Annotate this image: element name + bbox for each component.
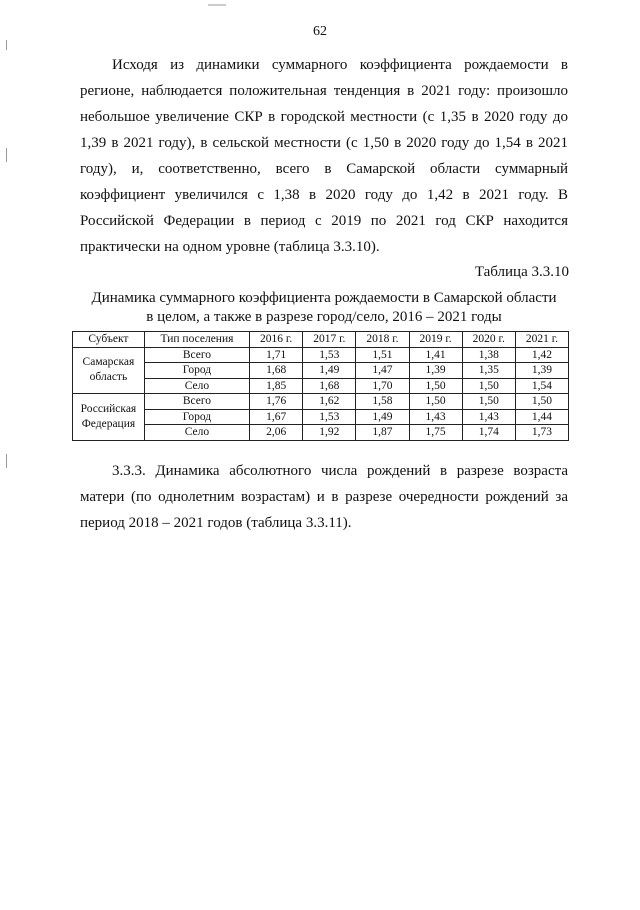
- column-header: 2020 г.: [462, 332, 515, 348]
- column-header: 2017 г.: [303, 332, 356, 348]
- value-cell: 1,43: [462, 409, 515, 425]
- value-cell: 1,49: [303, 363, 356, 379]
- value-cell: 1,35: [462, 363, 515, 379]
- settlement-type-cell: Село: [144, 378, 249, 394]
- value-cell: 1,67: [250, 409, 303, 425]
- settlement-type-cell: Город: [144, 409, 249, 425]
- column-header: Тип поселения: [144, 332, 249, 348]
- scan-edge-mark: [6, 40, 7, 50]
- value-cell: 1,76: [250, 394, 303, 410]
- value-cell: 1,85: [250, 378, 303, 394]
- scan-artifact: [208, 4, 226, 6]
- value-cell: 1,53: [303, 409, 356, 425]
- table-row: [73, 425, 569, 441]
- column-header: 2018 г.: [356, 332, 409, 348]
- value-cell: 1,50: [409, 394, 462, 410]
- value-cell: 1,44: [515, 409, 568, 425]
- value-cell: 1,87: [356, 425, 409, 441]
- value-cell: 1,58: [356, 394, 409, 410]
- value-cell: 1,71: [250, 347, 303, 363]
- value-cell: 1,39: [515, 363, 568, 379]
- value-cell: 1,62: [303, 394, 356, 410]
- body-paragraph: Исходя из динамики суммарного коэффициента рождаемости в регионе, наблюдается положительная тенденция в 2021 году: произошло небольшое увеличение СКР в городской местности (с 1,35 в 2020 году до 1,39 в 2021 году), в сельской местности (с 1,50 в 2020 году до 1,54 в 2021 году), и, соответственно, всего в Самарской области суммарный коэффициент увеличился с 1,38 в 2020 году до 1,42 в 2021 году. В Российской Федерации в период с 2019 по 2021 год СКР находится практически на одном уровне (таблица 3.3.10).: [80, 57, 568, 255]
- value-cell: 1,53: [303, 347, 356, 363]
- scan-edge-mark: [6, 454, 7, 468]
- table-row: [73, 394, 569, 410]
- settlement-type-cell: Село: [144, 425, 249, 441]
- table-title: [60, 289, 588, 327]
- value-cell: 1,38: [462, 347, 515, 363]
- table-header-row: [73, 332, 569, 348]
- table-row: [73, 378, 569, 394]
- column-header: Субъект: [73, 332, 145, 348]
- value-cell: 1,41: [409, 347, 462, 363]
- column-header: 2021 г.: [515, 332, 568, 348]
- value-cell: 1,51: [356, 347, 409, 363]
- table-row: [73, 409, 569, 425]
- value-cell: 1,70: [356, 378, 409, 394]
- table-title-line: в целом, а также в разрезе город/село, 2016 – 2021 годы: [146, 309, 502, 325]
- column-header: 2019 г.: [409, 332, 462, 348]
- value-cell: 1,49: [356, 409, 409, 425]
- value-cell: 1,47: [356, 363, 409, 379]
- value-cell: 1,54: [515, 378, 568, 394]
- table-title-line: Динамика суммарного коэффициента рождаемости в Самарской области: [91, 290, 557, 306]
- table-row: [73, 347, 569, 363]
- table-row: [73, 363, 569, 379]
- birth-rate-table: [72, 331, 569, 441]
- value-cell: 1,74: [462, 425, 515, 441]
- value-cell: 1,39: [409, 363, 462, 379]
- value-cell: 2,06: [250, 425, 303, 441]
- settlement-type-cell: Всего: [144, 394, 249, 410]
- scan-edge-mark: [6, 148, 7, 162]
- value-cell: 1,43: [409, 409, 462, 425]
- value-cell: 1,50: [409, 378, 462, 394]
- value-cell: 1,68: [303, 378, 356, 394]
- section-paragraph: 3.3.3. Динамика абсолютного числа рождений в разрезе возраста матери (по однолетним возрастам) и в разрезе очередности рождений за период 2018 – 2021 годов (таблица 3.3.11).: [80, 463, 568, 531]
- column-header: 2016 г.: [250, 332, 303, 348]
- settlement-type-cell: Всего: [144, 347, 249, 363]
- table-number: Таблица 3.3.10: [474, 264, 569, 280]
- value-cell: 1,42: [515, 347, 568, 363]
- settlement-type-cell: Город: [144, 363, 249, 379]
- value-cell: 1,73: [515, 425, 568, 441]
- value-cell: 1,68: [250, 363, 303, 379]
- subject-cell: Российская Федерация: [73, 394, 145, 441]
- subject-cell: Самарская область: [73, 347, 145, 394]
- value-cell: 1,92: [303, 425, 356, 441]
- value-cell: 1,50: [462, 394, 515, 410]
- value-cell: 1,75: [409, 425, 462, 441]
- value-cell: 1,50: [515, 394, 568, 410]
- page-number: 62: [313, 24, 327, 39]
- value-cell: 1,50: [462, 378, 515, 394]
